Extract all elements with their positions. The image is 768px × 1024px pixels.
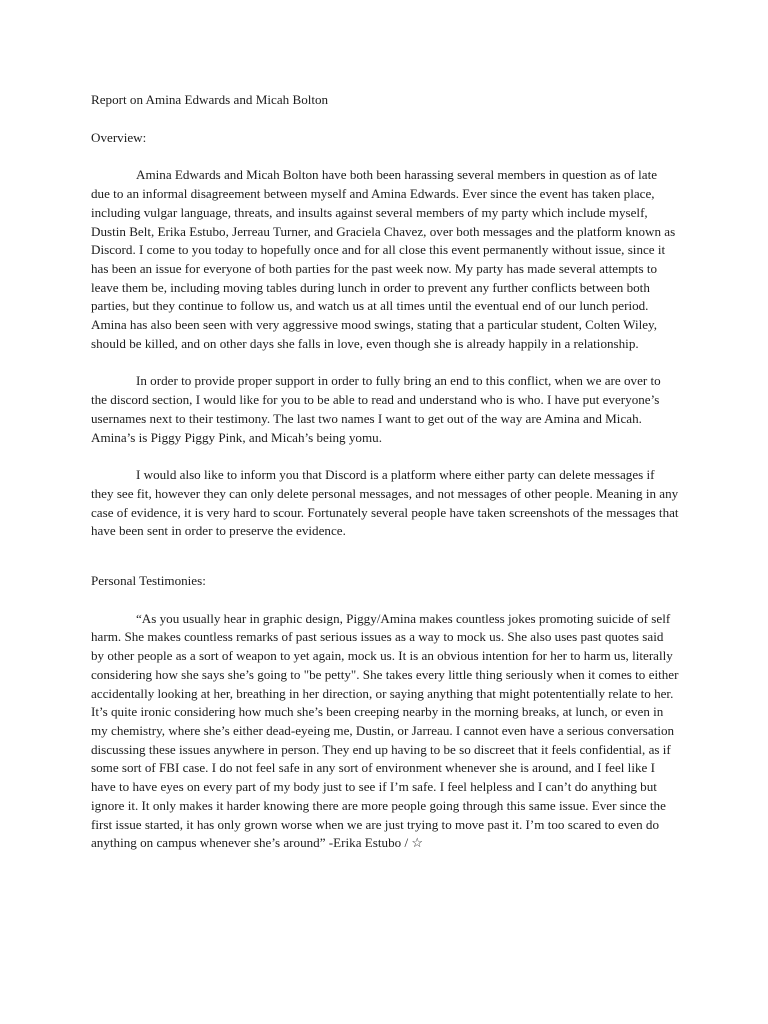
spacer bbox=[91, 147, 679, 166]
spacer bbox=[91, 110, 679, 129]
document-title: Report on Amina Edwards and Micah Bolton bbox=[91, 92, 329, 107]
testimony-paragraph-1: “As you usually hear in graphic design, Piggy/Amina makes countless jokes promoting suicide of self harm. She makes countless remarks of past serious issues as a way to mock us. She also uses past quotes said by other people as a sort of weapon to yet again, mock us. It is an obvious intention for her to harm us, literally considering how she says she’s going to "be petty". She takes every little thing seriously when it comes to either accidentally looking at her, breathing in her direction, or saying anything that might potententially relate to her. It’s quite ironic considering how much she’s been creeping nearby in the morning breaks, at lunch, or even in my chemistry, where she’s either dead-eyeing me, Dustin, or Jarreau. I cannot even have a serious conversation discussing these issues anywhere in person. They end up having to be so discreet that it feels confidential, as if some sort of FBI case. I do not feel safe in any sort of environment whenever she is around, and I feel like I have to have eyes on every part of my body just to see if I’m safe. I feel helpless and I can’t do anything but ignore it. It only makes it harder knowing there are more people going through this same issue. Ever since the first issue started, it has only grown worse when we are just trying to move past it. I’m too scared to even do anything on campus whenever she’s around” -Erika Estubo / ☆ bbox=[91, 610, 679, 851]
spacer bbox=[91, 541, 679, 572]
overview-paragraph-1: Amina Edwards and Micah Bolton have both been harassing several members in question as of late due to an informal disagreement between myself and Amina Edwards. Ever since the event has taken place, including vulgar language, threats, and insults against several members of my party which include myself, Dustin Belt, Erika Estubo, Jerreau Turner, and Graciela Chavez, over both messages and the platform known as Discord. I come to you today to hopefully once and for all close this event permanently without issue, since it has been an issue for everyone of both parties for the past week now. My party has made several attempts to leave them be, including moving tables during lunch in order to prevent any further conflicts between both parties, but they continue to follow us, and watch us at all times until the eventual end of our lunch period. Amina has also been seen with very aggressive mood swings, stating that a particular student, Colten Wiley, should be killed, and on other days she falls in love, even though she is already happily in a relationship. bbox=[91, 167, 676, 351]
overview-paragraph-2: In order to provide proper support in order to fully bring an end to this conflict, when we are over to the discord section, I would like for you to be able to read and understand who is who. I have put everyone’s usernames next to their testimony. The last two names I want to get out of the way are Amina and Micah. Amina’s is Piggy Piggy Pink, and Micah’s being yomu. bbox=[91, 373, 661, 445]
spacer bbox=[91, 447, 679, 466]
overview-heading: Overview: bbox=[91, 129, 147, 145]
document-body bbox=[91, 91, 679, 853]
overview-paragraph-3: I would also like to inform you that Discord is a platform where either party can delete messages if they see fit, however they can only delete personal messages, and not messages of other people. Meaning in any case of evidence, it is very hard to scour. Fortunately several people have taken screenshots of the messages that have been sent in order to preserve the evidence. bbox=[91, 467, 679, 539]
spacer bbox=[91, 591, 679, 610]
testimonies-heading: Personal Testimonies: bbox=[91, 573, 206, 589]
spacer bbox=[91, 353, 679, 372]
